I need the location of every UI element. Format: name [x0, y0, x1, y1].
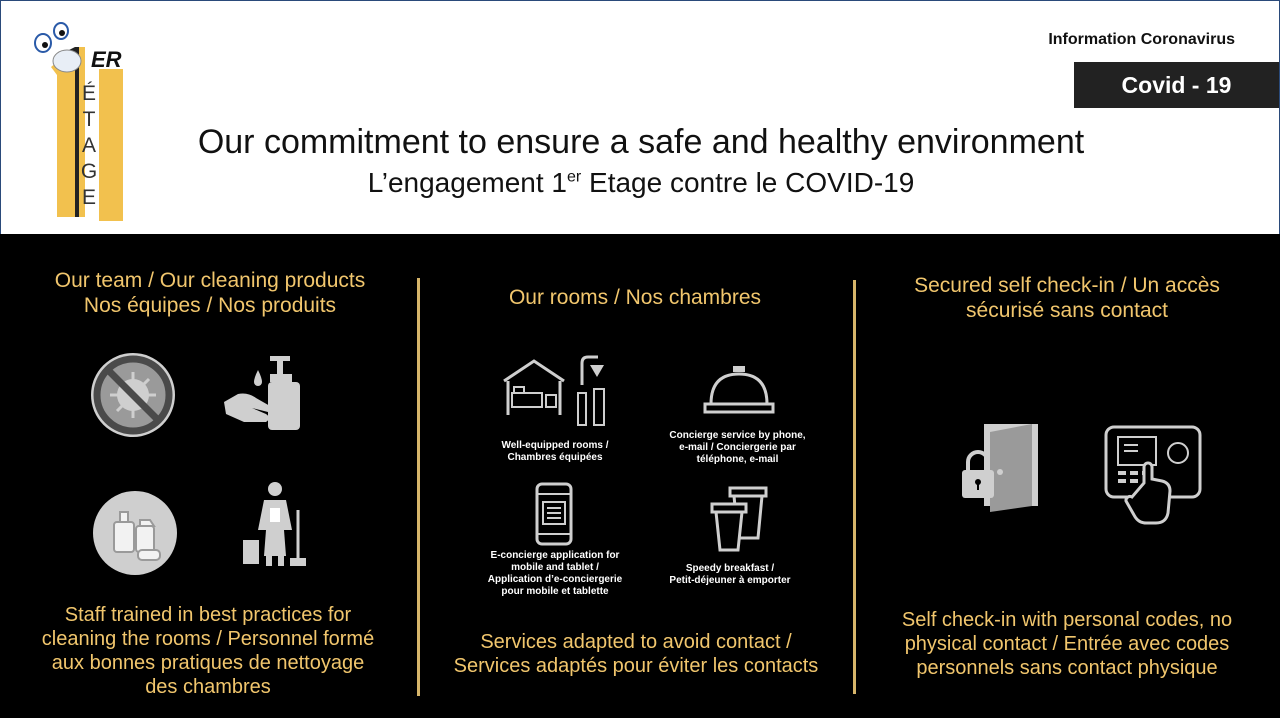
rooms-caption-concierge [655, 430, 820, 466]
takeaway-cups-icon [708, 484, 770, 554]
caption-line: Application d’e-conciergerie [487, 574, 623, 585]
team-footer-line: aux bonnes pratiques de nettoyage [51, 652, 365, 674]
logo-side-text: ÉTAGE [80, 82, 98, 209]
rooms-column-title: Our rooms / Nos chambres [508, 286, 762, 309]
equipped-room-icon [502, 355, 612, 430]
caption-line: téléphone, e-mail [696, 454, 779, 465]
team-footer-line: des chambres [145, 676, 271, 698]
rooms-caption-app [470, 550, 640, 598]
mobile-app-icon [535, 482, 573, 546]
title-fr-suffix: Etage contre le COVID-19 [581, 167, 915, 198]
logo-er-text: ER [91, 47, 122, 72]
title-fr-sup: er [567, 168, 582, 186]
team-title-line2: Nos équipes / Nos produits [83, 294, 337, 317]
team-column-footer [10, 603, 406, 699]
keypad-terminal-icon [1104, 425, 1202, 531]
page-title-fr [1, 167, 1280, 199]
caption-line: E-concierge application for [490, 550, 620, 561]
hand-sanitizer-icon [222, 352, 302, 432]
concierge-bell-icon [703, 362, 775, 417]
cleaning-staff-icon [240, 480, 310, 570]
rooms-caption-breakfast [655, 563, 805, 587]
rooms-caption-equipped [480, 440, 630, 464]
checkin-column-title [866, 273, 1268, 323]
title-fr-prefix: L’engagement 1 [367, 167, 567, 198]
rooms-footer-line: Services adapted to avoid contact / [480, 631, 792, 653]
caption-line: pour mobile et tablette [501, 586, 609, 597]
column-divider-right [853, 280, 856, 694]
page-title-en: Our commitment to ensure a safe and healthy environment [197, 123, 1085, 161]
checkin-footer-line: physical contact / Entrée avec codes [904, 633, 1230, 655]
rooms-footer-line: Services adaptés pour éviter les contacts [453, 655, 819, 677]
caption-line: Concierge service by phone, [669, 430, 806, 441]
header-band [0, 0, 1280, 234]
checkin-title-line2: sécurisé sans contact [966, 299, 1168, 322]
caption-line: Petit-déjeuner à emporter [669, 575, 791, 586]
covid-badge: Covid - 19 [1074, 62, 1279, 108]
caption-line: mobile and tablet / [511, 562, 599, 573]
locked-door-icon [960, 420, 1040, 515]
team-footer-line: Staff trained in best practices for [64, 604, 352, 626]
column-divider-left [417, 278, 420, 696]
checkin-footer-line: Self check-in with personal codes, no [901, 609, 1233, 631]
caption-line: Well-equipped rooms / [501, 440, 609, 451]
caption-line: e-mail / Conciergerie par [679, 442, 796, 453]
caption-line: Chambres équipées [507, 452, 603, 463]
cleaning-products-icon [92, 490, 178, 576]
rooms-column-footer [428, 630, 844, 678]
caption-line: Speedy breakfast / [685, 563, 775, 574]
checkin-footer-line: personnels sans contact physique [916, 657, 1218, 679]
team-footer-line: cleaning the rooms / Personnel formé [41, 628, 375, 650]
checkin-column-footer [866, 608, 1268, 680]
team-title-line1: Our team / Our cleaning products [54, 269, 366, 292]
team-column-title [10, 268, 410, 318]
no-virus-icon [88, 350, 178, 440]
info-label: Information Coronavirus [1048, 31, 1235, 48]
checkin-title-line1: Secured self check-in / Un accès [914, 274, 1220, 297]
